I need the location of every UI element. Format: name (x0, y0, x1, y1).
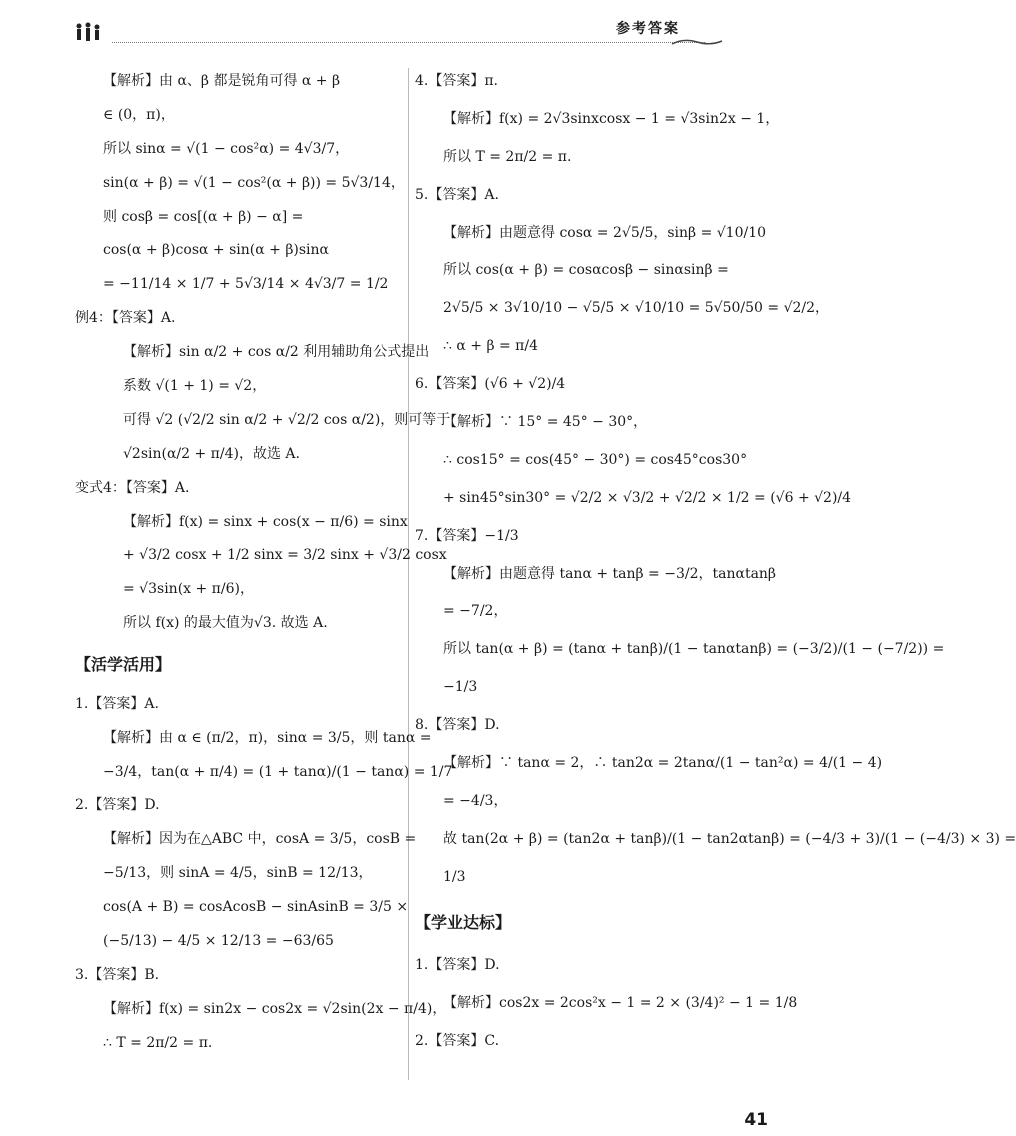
line-spacer (75, 748, 405, 763)
header-title: 参考答案 (616, 21, 680, 37)
line-spacer (75, 565, 405, 580)
line-spacer (75, 849, 405, 864)
text-line: 【解析】f(x) = sin2x − cos2x = √2sin(2x − π/4)， (103, 1000, 447, 1017)
header-rule (112, 42, 705, 43)
line-spacer (415, 470, 765, 489)
line-spacer (415, 432, 765, 451)
text-line: ∴ T = 2π/2 = π. (103, 1034, 213, 1051)
text-line: 故 tan(2α + β) = (tan2α + tanβ)/(1 − tan2αtanβ) = (−4/3 + 3)/(1 − (−4/3) × 3) = (443, 830, 1016, 847)
text-line: 【解析】由 α ∈ (π/2，π)，sinα = 3/5，则 tanα = (103, 729, 432, 746)
line-spacer (415, 129, 765, 148)
right-column (415, 72, 1016, 1070)
text-line: = −7/2， (443, 603, 508, 620)
text-line: −1/3 (443, 679, 478, 696)
text-line: 【解析】因为在△ABC 中，cosA = 3/5，cosB = (103, 831, 417, 848)
line-spacer (75, 294, 405, 309)
line-spacer (415, 546, 765, 565)
text-line: 系数 √(1 + 1) = √2， (123, 378, 267, 395)
line-spacer (415, 811, 765, 830)
line-spacer (75, 159, 405, 174)
text-line: 2.【答案】C. (415, 1032, 500, 1049)
text-line: −3/4，tan(α + π/4) = (1 + tanα)/(1 − tanα) = 1/7 (103, 763, 453, 780)
line-spacer (75, 633, 405, 648)
line-spacer (415, 167, 765, 186)
text-line: 所以 tan(α + β) = (tanα + tanβ)/(1 − tanαtanβ) = (−3/2)/(1 − (−7/2)) = (443, 641, 945, 658)
text-line: 【解析】sin α/2 + cos α/2 利用辅助角公式提出 (123, 344, 430, 361)
line-spacer (75, 226, 405, 241)
text-line: = −4/3， (443, 792, 508, 809)
line-spacer (75, 680, 405, 695)
line-spacer (75, 951, 405, 966)
line-spacer (75, 125, 405, 140)
text-line: 【解析】∵ tanα = 2，∴ tan2α = 2tanα/(1 − tan²α) = 4/(1 − 4) (443, 755, 883, 772)
line-spacer (415, 280, 765, 299)
text-line: 5.【答案】A. (415, 186, 499, 203)
text-line: = −11/14 × 1/7 + 5√3/14 × 4√3/7 = 1/2 (103, 276, 389, 293)
page-header (0, 0, 800, 56)
line-spacer (75, 815, 405, 830)
line-spacer (75, 1053, 405, 1068)
line-spacer (415, 242, 765, 261)
line-spacer (75, 917, 405, 932)
page-number: 41 (744, 1110, 768, 1130)
header-decoration-icon (672, 38, 722, 46)
line-spacer (415, 937, 765, 956)
line-spacer (415, 735, 765, 754)
line-spacer (75, 883, 405, 898)
text-line: + √3/2 cosx + 1/2 sinx = 3/2 sinx + √3/2 cosx (123, 547, 447, 564)
text-line: 【解析】cos2x = 2cos²x − 1 = 2 × (3/4)² − 1 = 1/8 (443, 995, 798, 1012)
text-line: 3.【答案】B. (75, 966, 160, 983)
line-spacer (415, 659, 765, 678)
line-spacer (415, 394, 765, 413)
text-line: 6.【答案】(√6 + √2)/4 (415, 376, 566, 393)
text-line: cos(A + B) = cosAcosB − sinAsinB = 3/5 × (103, 899, 409, 916)
text-line: 7.【答案】−1/3 (415, 527, 519, 544)
line-spacer (415, 887, 765, 906)
line-spacer (75, 714, 405, 729)
text-line: 变式4：【答案】A. (75, 479, 190, 496)
text-line: 1.【答案】D. (415, 957, 500, 974)
section-heading: 【学业达标】 (415, 912, 512, 932)
line-spacer (75, 260, 405, 275)
text-line: 【解析】由题意得 tanα + tanβ = −3/2，tanαtanβ (443, 565, 777, 582)
text-line: cos(α + β)cosα + sin(α + β)sinα (103, 242, 330, 259)
text-line: 所以 cos(α + β) = cosαcosβ − sinαsinβ = (443, 262, 729, 279)
text-line: = √3sin(x + π/6)， (123, 581, 254, 598)
text-line: sin(α + β) = √(1 − cos²(α + β)) = 5√3/14， (103, 174, 405, 191)
text-line: 8.【答案】D. (415, 717, 500, 734)
line-spacer (415, 621, 765, 640)
text-line: 1.【答案】A. (75, 695, 159, 712)
text-line: 所以 f(x) 的最大值为√3. 故选 A. (123, 615, 328, 632)
text-line: (−5/13) − 4/5 × 12/13 = −63/65 (103, 932, 334, 949)
line-spacer (415, 1013, 765, 1032)
line-spacer (75, 362, 405, 377)
line-spacer (75, 396, 405, 411)
text-line: −5/13，则 sinA = 4/5，sinB = 12/13， (103, 865, 373, 882)
line-spacer (75, 1019, 405, 1034)
section-heading: 【活学活用】 (75, 655, 172, 675)
text-line: 所以 T = 2π/2 = π. (443, 148, 572, 165)
line-spacer (415, 1051, 765, 1070)
line-spacer (415, 356, 765, 375)
line-spacer (75, 531, 405, 546)
text-line: ∈ (0，π)， (103, 106, 175, 123)
line-spacer (75, 599, 405, 614)
line-spacer (415, 508, 765, 527)
text-line: 可得 √2 (√2/2 sin α/2 + √2/2 cos α/2)，则可等于 (123, 411, 451, 428)
line-spacer (75, 498, 405, 513)
text-line: 1/3 (443, 868, 466, 885)
text-line: 例4：【答案】A. (75, 310, 176, 327)
line-spacer (75, 781, 405, 796)
line-spacer (75, 985, 405, 1000)
text-line: 【解析】f(x) = sinx + cos(x − π/6) = sinx (123, 513, 408, 530)
line-spacer (75, 91, 405, 106)
line-spacer (415, 849, 765, 868)
text-line: 2√5/5 × 3√10/10 − √5/5 × √10/10 = 5√50/50 = √2/2， (443, 300, 830, 317)
text-line: 4.【答案】π. (415, 73, 499, 89)
line-spacer (415, 975, 765, 994)
column-divider (408, 68, 409, 1080)
text-line: 2.【答案】D. (75, 797, 160, 814)
line-spacer (415, 318, 765, 337)
line-spacer (415, 205, 765, 224)
text-line: + sin45°sin30° = √2/2 × √3/2 + √2/2 × 1/2 = (√6 + √2)/4 (443, 489, 852, 506)
line-spacer (415, 697, 765, 716)
line-spacer (415, 583, 765, 602)
text-line: 【解析】f(x) = 2√3sinxcosx − 1 = √3sin2x − 1， (443, 110, 780, 127)
text-line: ∴ cos15° = cos(45° − 30°) = cos45°cos30° (443, 451, 748, 468)
people-logo-icon (74, 22, 108, 42)
line-spacer (75, 430, 405, 445)
line-spacer (75, 464, 405, 479)
line-spacer (75, 193, 405, 208)
line-spacer (415, 91, 765, 110)
text-line: 所以 sinα = √(1 − cos²α) = 4√3/7， (103, 140, 350, 157)
text-line: 【解析】由题意得 cosα = 2√5/5，sinβ = √10/10 (443, 224, 767, 241)
text-line: √2sin(α/2 + π/4)，故选 A. (123, 445, 300, 462)
text-line: 【解析】由 α、β 都是锐角可得 α + β (103, 73, 341, 89)
line-spacer (415, 773, 765, 792)
text-line: ∴ α + β = π/4 (443, 338, 538, 355)
text-line: 【解析】∵ 15° = 45° − 30°， (443, 414, 648, 431)
text-line: 则 cosβ = cos[(α + β) − α] = (103, 208, 304, 225)
left-column (75, 72, 453, 1068)
line-spacer (75, 328, 405, 343)
